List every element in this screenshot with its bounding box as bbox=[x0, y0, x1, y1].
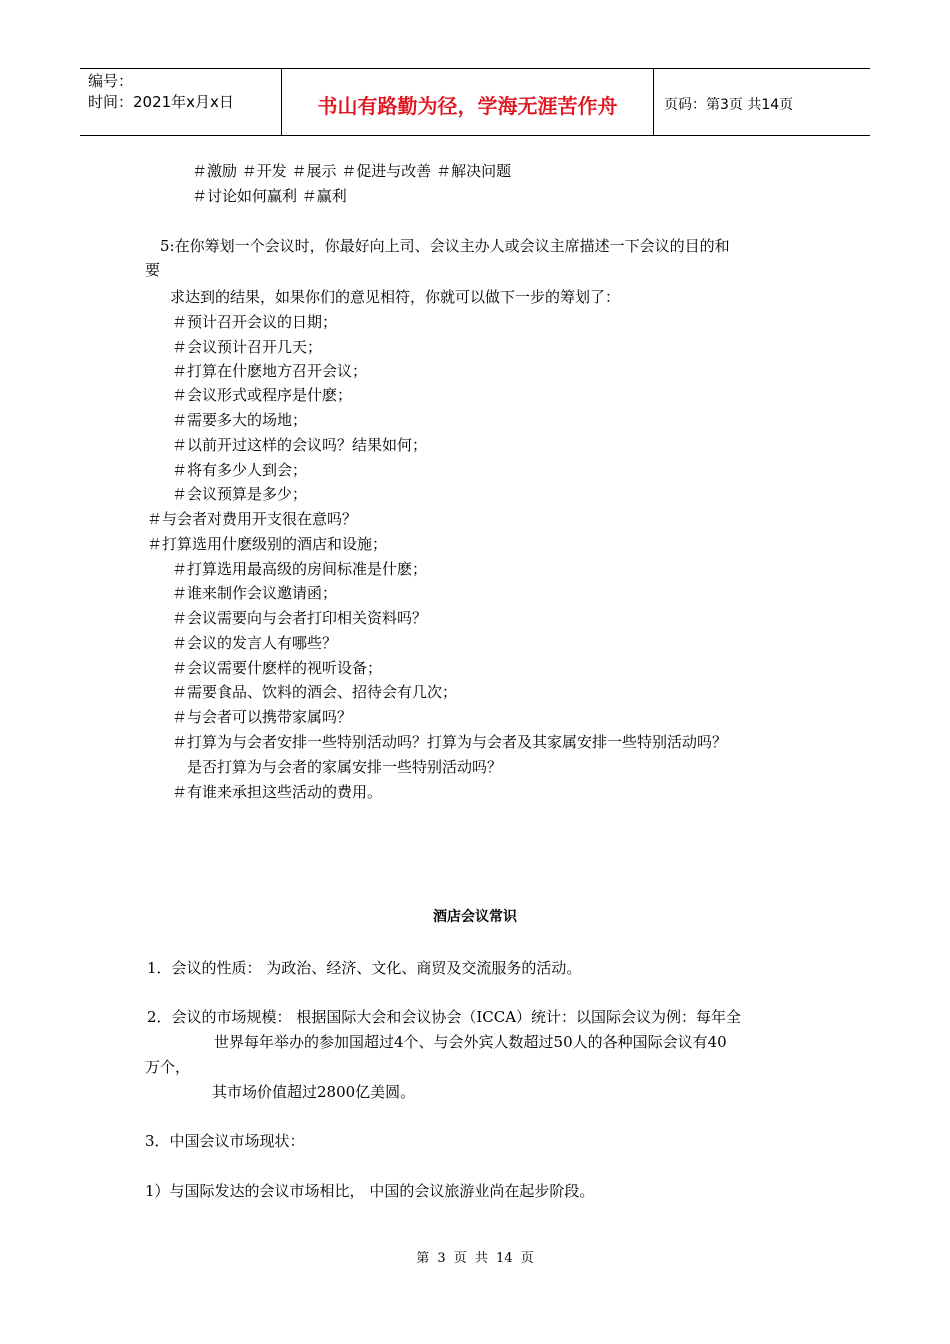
body-line: ＃预计召开会议的日期； bbox=[172, 313, 338, 331]
document-number-label: 编号： bbox=[88, 72, 134, 90]
body-line: ＃打算为与会者安排一些特别活动吗？打算为与会者及其家属安排一些特别活动吗？ bbox=[172, 733, 728, 751]
body-line: ＃会议形式或程序是什麽； bbox=[172, 386, 353, 404]
body-line: ＃激励 ＃开发 ＃展示 ＃促进与改善 ＃解决问题 bbox=[192, 162, 512, 180]
body-line: ＃需要多大的场地； bbox=[172, 411, 308, 429]
section-line: 1．会议的性质： 为政治、经济、文化、商贸及交流服务的活动。 bbox=[147, 959, 582, 977]
body-line: ＃有谁来承担这些活动的费用。 bbox=[172, 783, 383, 801]
body-line: 要 bbox=[145, 261, 161, 279]
header-meta bbox=[80, 69, 282, 135]
body-line: ＃需要食品、饮料的酒会、招待会有几次； bbox=[172, 683, 458, 701]
section-line: 2．会议的市场规模： 根据国际大会和会议协会（ICCA）统计：以国际会议为例：每年全 bbox=[147, 1008, 742, 1026]
section-title: 酒店会议常识 bbox=[433, 909, 517, 925]
body-line: ＃会议预算是多少； bbox=[172, 485, 308, 503]
body-line: ＃会议的发言人有哪些？ bbox=[172, 634, 338, 652]
section-line: 万个， bbox=[145, 1058, 191, 1076]
section-line: 3．中国会议市场现状： bbox=[145, 1132, 305, 1150]
section-line: 1）与国际发达的会议市场相比， 中国的会议旅游业尚在起步阶段。 bbox=[145, 1182, 595, 1200]
header-page-number: 页码：第3页 共14页 bbox=[664, 97, 794, 113]
section-line: 其市场价值超过2800亿美圆。 bbox=[212, 1083, 416, 1101]
page-header bbox=[80, 68, 870, 136]
body-line: ＃打算选用最高级的房间标准是什麽； bbox=[172, 560, 428, 578]
section-line: 世界每年举办的参加国超过4个、与会外宾人数超过50人的各种国际会议有40 bbox=[214, 1033, 727, 1051]
body-line: ＃会议需要向与会者打印相关资料吗？ bbox=[172, 609, 428, 627]
page-footer: 第 3 页 共 14 页 bbox=[416, 1251, 534, 1266]
body-line: 是否打算为与会者的家属安排一些特别活动吗？ bbox=[187, 758, 503, 776]
body-line: ＃讨论如何赢利 ＃赢利 bbox=[192, 187, 347, 205]
body-line: ＃会议需要什麽样的视听设备； bbox=[172, 659, 383, 677]
body-line: ＃打算在什麽地方召开会议； bbox=[172, 362, 368, 380]
body-line: ＃将有多少人到会； bbox=[172, 461, 308, 479]
header-motto: 书山有路勤为径，学海无涯苦作舟 bbox=[282, 69, 654, 135]
body-line: 5:在你筹划一个会议时，你最好向上司、会议主办人或会议主席描述一下会议的目的和 bbox=[160, 237, 730, 255]
body-line: ＃与会者可以携带家属吗？ bbox=[172, 708, 353, 726]
body-line: ＃以前开过这样的会议吗？结果如何； bbox=[172, 436, 428, 454]
body-line: ＃会议预计召开几天； bbox=[172, 338, 323, 356]
body-line: ＃谁来制作会议邀请函； bbox=[172, 584, 338, 602]
body-line: 求达到的结果，如果你们的意见相符，你就可以做下一步的筹划了： bbox=[170, 288, 621, 306]
body-line: ＃与会者对费用开支很在意吗？ bbox=[147, 510, 358, 528]
document-date-label: 时间：2021年x月x日 bbox=[88, 93, 234, 111]
body-line: ＃打算选用什麽级别的酒店和设施； bbox=[147, 535, 388, 553]
